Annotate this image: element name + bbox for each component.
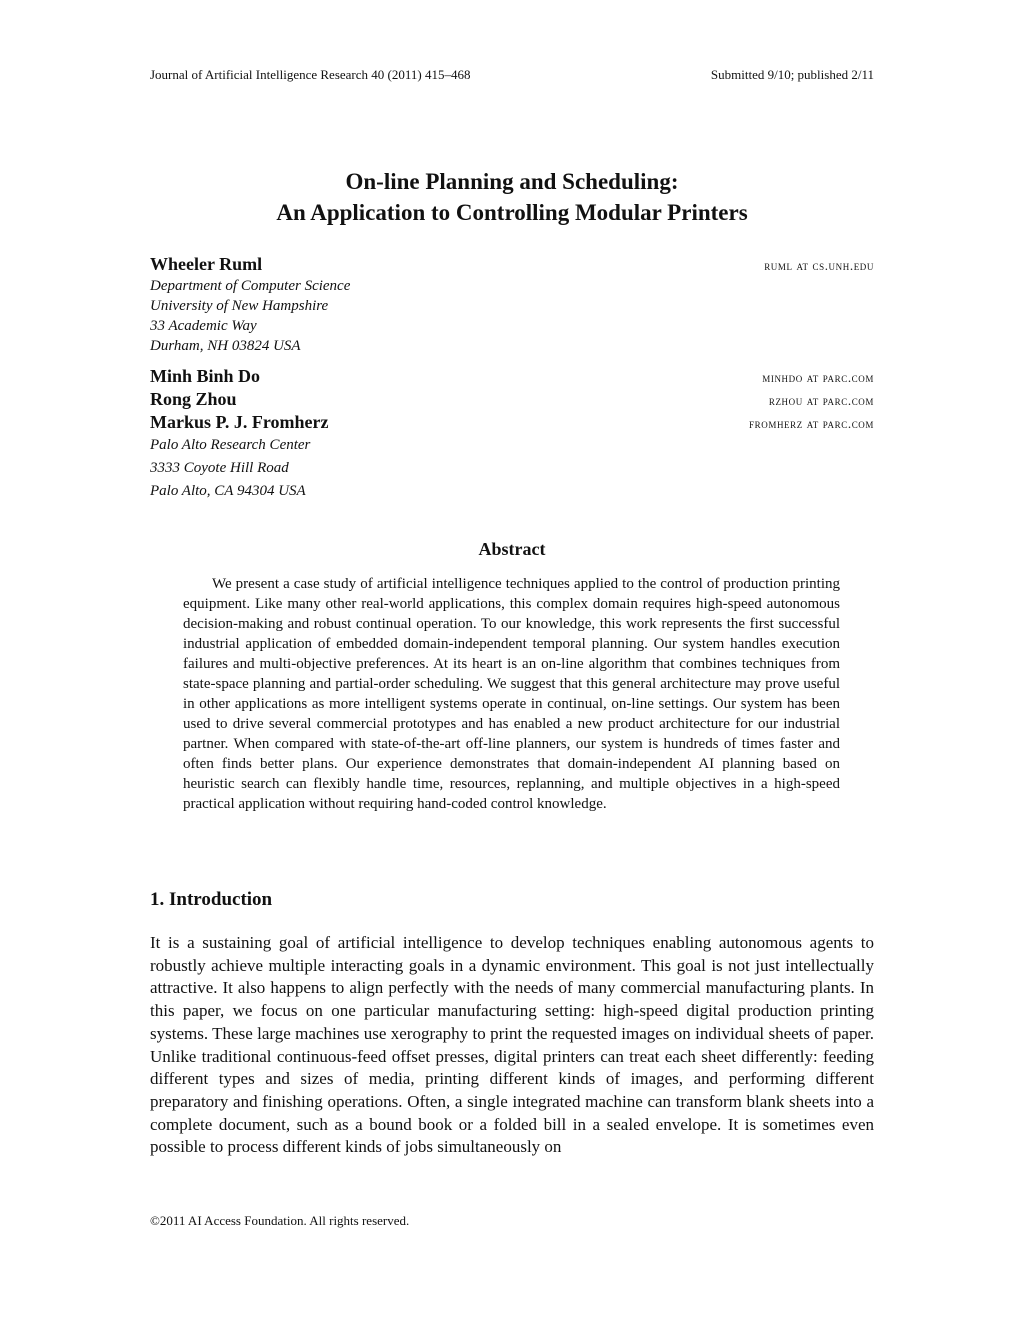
author-name: Wheeler Ruml — [150, 254, 263, 274]
affiliation-line: Durham, NH 03824 USA — [150, 338, 301, 354]
affiliation-line: Palo Alto, CA 94304 USA — [150, 483, 306, 499]
paper-title — [0, 166, 1024, 228]
author-row — [150, 253, 874, 276]
affiliation-line: Palo Alto Research Center — [150, 437, 311, 453]
author-row — [150, 411, 874, 434]
author-name: Markus P. J. Fromherz — [150, 412, 329, 432]
affiliation-line: Department of Computer Science — [150, 278, 351, 294]
copyright-footer: ©2011 AI Access Foundation. All rights reserved. — [150, 1213, 410, 1228]
author-email: minhdo at parc.com — [762, 370, 874, 385]
affiliation-line: 33 Academic Way — [150, 318, 257, 334]
journal-citation: Journal of Artificial Intelligence Research 40 (2011) 415–468 — [150, 67, 471, 82]
author-name: Rong Zhou — [150, 389, 237, 409]
running-header — [150, 67, 874, 83]
author-email: ruml at cs.unh.edu — [764, 258, 874, 273]
submission-dates: Submitted 9/10; published 2/11 — [710, 67, 874, 82]
section-heading-introduction: 1. Introduction — [150, 889, 273, 910]
affiliation-line: University of New Hampshire — [150, 298, 329, 314]
author-email: fromherz at parc.com — [749, 416, 874, 431]
author-row — [150, 388, 874, 411]
title-line-1: On-line Planning and Scheduling: — [345, 169, 679, 194]
affiliation-line: 3333 Coyote Hill Road — [150, 460, 289, 476]
author-block-ruml — [150, 253, 874, 356]
introduction-text: It is a sustaining goal of artificial intelligence to develop techniques enabling autonomous agents to robustly achieve multiple interacting goals in a dynamic environment. This goal is not just intellectually attractive. It also happens to align perfectly with the needs of many commercial manufacturing plants. In this paper, we focus on one particular manufacturing setting: high-speed digital production printing systems. These large machines use xerography to print the requested images on individual sheets of paper. Unlike traditional continuous-feed offset presses, digital printers can treat each sheet differently: feeding different types and sizes of media, printing different kinds of images, and performing different preparatory and finishing operations. Often, a single integrated machine can transform blank sheets into a complete document, such as a bound book or a folded bill in a sealed envelope. It is sometimes even possible to process different kinds of jobs simultaneously on — [150, 933, 874, 1157]
author-row — [150, 365, 874, 388]
author-name: Minh Binh Do — [150, 366, 261, 386]
author-email: rzhou at parc.com — [768, 393, 874, 408]
author-block-parc — [150, 365, 874, 503]
abstract-heading: Abstract — [478, 539, 546, 559]
abstract-text: We present a case study of artificial intelligence techniques applied to the control of production printing equipment. Like many other real-world applications, this complex domain requires high-speed autonomous decision-making and robust continual operation. To our knowledge, this work represents the first successful industrial application of embedded domain-independent temporal planning. Our system handles execution failures and multi-objective preferences. At its heart is an on-line algorithm that combines techniques from state-space planning and partial-order scheduling. We suggest that this general architecture may prove useful in other applications as more intelligent systems operate in continual, on-line settings. Our system has been used to drive several commercial prototypes and has enabled a new product architecture for our industrial partner. When compared with state-of-the-art off-line planners, our system is hundreds of times faster and often finds better plans. Our experience demonstrates that domain-independent AI planning based on heuristic search can flexibly handle time, resources, replanning, and multiple objectives in a high-speed practical application without requiring hand-coded control knowledge. — [183, 576, 840, 812]
title-line-2: An Application to Controlling Modular Printers — [276, 200, 748, 225]
